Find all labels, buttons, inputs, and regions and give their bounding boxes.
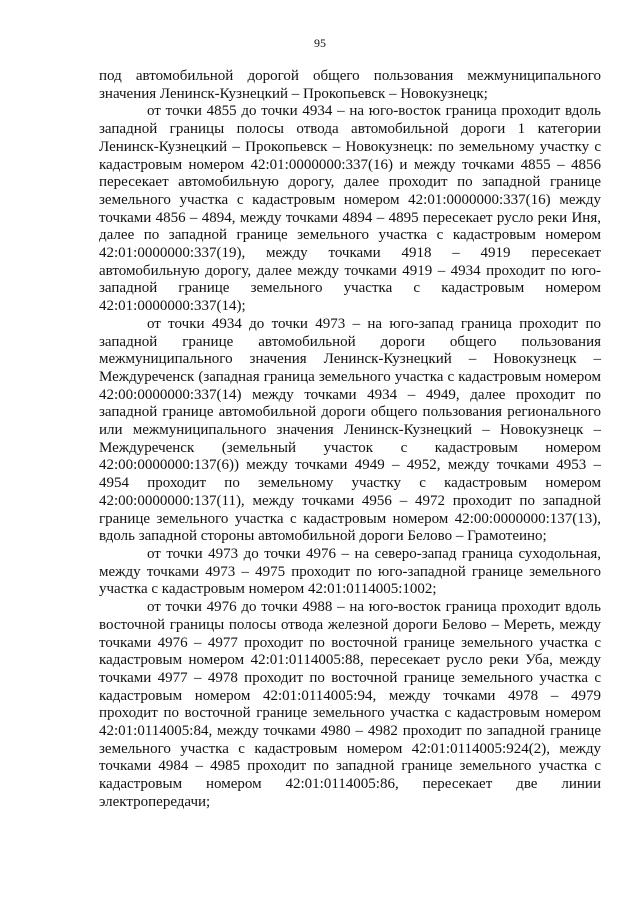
page-number: 95 xyxy=(314,36,326,50)
document-body xyxy=(99,68,601,812)
paragraph-segment-4855-4934: от точки 4855 до точки 4934 – на юго-восток граница проходит вдоль западной границы полосы отвода автомобильной дороги 1 категории Ленинск-Кузнецкий – Прокопьевск – Новокузнецк: по земельному участку с кадастровым номером 42:01:0000000:337(16) и между точками 4855 – 4856 пересекает автомобильную дорогу, далее проходит по западной границе земельного участка с кадастровым номером 42:01:0000000:337(16) между точками 4856 – 4894, между точками 4894 – 4895 пересекает русло реки Иня, далее по западной границе земельного участка с кадастровым номером 42:01:0000000:337(19), между точками 4918 – 4919 пересекает автомобильную дорогу, далее между точками 4919 – 4934 проходит по юго-западной границе земельного участка с кадастровым номером 42:01:0000000:337(14); xyxy=(99,103,601,315)
paragraph-segment-4976-4988: от точки 4976 до точки 4988 – на юго-восток граница проходит вдоль восточной границы полосы отвода железной дороги Белово – Мереть, между точками 4976 – 4977 проходит по восточной границе земельного участка с кадастровым номером 42:01:0114005:88, пересекает русло реки Уба, между точками 4977 – 4978 проходит по восточной границе земельного участка с кадастровым номером 42:01:0114005:94, между точками 4978 – 4979 проходит по восточной границе земельного участка с кадастровым номером 42:01:0114005:84, между точками 4980 – 4982 проходит по западной границе земельного участка с кадастровым номером 42:01:0114005:924(2), между точками 4984 – 4985 проходит по западной границе земельного участка с кадастровым номером 42:01:0114005:86, пересекает две линии электропередачи; xyxy=(99,599,601,810)
paragraph-segment-4973-4976: от точки 4973 до точки 4976 – на северо-запад граница суходольная, между точками 4973 – 4975 проходит по юго-западной границе земельного участка с кадастровым номером 42:01:0114005:1002; xyxy=(99,545,601,598)
paragraph-continuation: под автомобильной дорогой общего пользования межмуниципального значения Ленинск-Кузнецкий – Прокопьевск – Новокузнецк; xyxy=(99,68,601,102)
paragraph-segment-4934-4973: от точки 4934 до точки 4973 – на юго-запад граница проходит по западной границе автомобильной дороги общего пользования межмуниципального значения Ленинск-Кузнецкий – Новокузнецк – Междуреченск (западная граница земельного участка с кадастровым номером 42:00:0000000:337(14) между точками 4934 – 4949, далее проходит по западной границе автомобильной дороги общего пользования регионального или межмуниципального значения Ленинск-Кузнецкий – Новокузнецк – Междуреченск (земельный участок с кадастровым номером 42:00:0000000:137(6)) между точками 4949 – 4952, между точками 4953 – 4954 проходит по земельному участку с кадастровым номером 42:00:0000000:137(11), между точками 4956 – 4972 проходит по западной границе земельного участка с кадастровым номером 42:00:0000000:137(13), вдоль западной стороны автомобильной дороги Белово – Грамотеино; xyxy=(99,315,601,545)
